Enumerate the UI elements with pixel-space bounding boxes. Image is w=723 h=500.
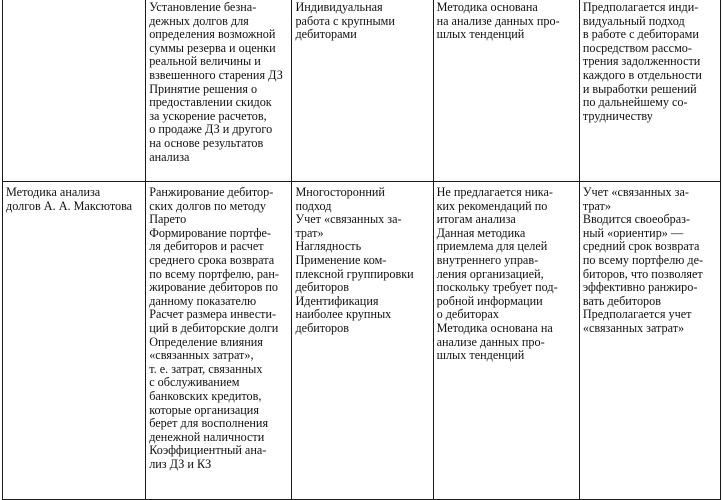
cell-text-line: предоставлении скидок	[149, 95, 272, 110]
table-cell-content	[146, 0, 292, 182]
cell-text-line: ный «ориентир» —	[582, 225, 684, 240]
cell-text-line: Ранжирование дебитор-	[149, 185, 274, 199]
cell-text-line: о дебиторах	[436, 307, 499, 322]
cell-text-line: анализе данных про-	[436, 334, 545, 349]
cell-text-line: по дальнейшему со-	[582, 95, 688, 110]
cell-text-line: Идентификация	[295, 293, 379, 308]
cell-text-line: на анализе данных про-	[436, 13, 560, 28]
cell-text-line: Методика анализа	[6, 185, 101, 199]
cell-text-line: Коэффициентный ана-	[149, 443, 267, 458]
cell-text-line: в работе с дебиторами	[582, 27, 699, 42]
cell-text-line: Применение ком-	[295, 252, 387, 267]
cell-text-line: Учет «связанных за-	[582, 185, 689, 199]
cell-text-line: Предполагается учет	[582, 307, 692, 322]
cell-text-line: трат»	[582, 198, 611, 213]
table-cell-content	[146, 182, 292, 500]
cell-text-line: т. е. затрат, связанных	[149, 361, 263, 376]
cell-text-line: трудничеству	[582, 108, 653, 123]
cell-text-line: Индивидуальная	[295, 0, 383, 14]
cell-text-line: Учет «связанных за-	[295, 212, 402, 227]
cell-text-line: Вводится своеобраз-	[582, 212, 691, 227]
cell-text-line: «связанных затрат»,	[149, 348, 254, 363]
cell-text-line: Определение влияния	[149, 334, 263, 349]
cell-text-line: на основе результатов	[149, 135, 264, 150]
cell-text-line: и выработки решений	[582, 81, 697, 96]
cell-text-line: поскольку требует под-	[436, 280, 558, 295]
cell-text-line: Методика основана на	[436, 320, 553, 335]
cell-text-line: которые организация	[149, 402, 259, 417]
cell-text-line: денежной наличности	[149, 429, 265, 444]
cell-text-line: лиз ДЗ и КЗ	[149, 456, 212, 471]
cell-text-line: анализа	[149, 149, 190, 164]
cell-text-line: ских долгов по методу	[149, 198, 266, 213]
cell-text-line: «связанных затрат»	[582, 320, 685, 335]
cell-text-line: дебиторов	[295, 320, 349, 335]
cell-text-line: приемлема для целей	[436, 239, 548, 254]
cell-text-line: взвешенного старения ДЗ	[149, 67, 283, 82]
cell-text-line: плексной группировки	[295, 266, 414, 281]
cell-text-line: берет для восполнения	[149, 416, 269, 431]
cell-text-line: дежных долгов для	[149, 13, 249, 28]
cell-text-line: по всему портфелю, ран-	[149, 266, 279, 281]
cell-text-line: Принятие решения о	[149, 81, 258, 96]
cell-text-line: Предполагается инди-	[582, 0, 699, 14]
cell-text-line: трат»	[295, 225, 324, 240]
table-row	[3, 182, 721, 500]
table-cell-method	[3, 182, 146, 500]
table-cell-disadvantages	[433, 182, 579, 500]
cell-text-line: Парето	[149, 212, 187, 227]
cell-text-line: среднего срока возврата	[149, 252, 275, 267]
cell-text-line: внутреннего управ-	[436, 252, 539, 267]
cell-text-line: ций в дебиторские долги	[149, 320, 279, 335]
cell-text-line: биторов, что позволяет	[582, 266, 703, 281]
cell-text-line: эффективно ранжиро-	[582, 280, 698, 295]
cell-text-line: реальной величины и	[149, 54, 261, 69]
cell-text-line: о продаже ДЗ и другого	[149, 122, 273, 137]
cell-text-line: определения возможной	[149, 27, 276, 42]
cell-text-line: по всему портфелю де-	[582, 252, 704, 267]
cell-text-line: жирование дебиторов по	[149, 280, 279, 295]
cell-text-line: дебиторов	[295, 280, 349, 295]
cell-text-line: ких рекомендаций по	[436, 198, 548, 213]
cell-text-line: Установление безна-	[149, 0, 257, 14]
cell-text-line: подход	[295, 198, 332, 213]
cell-text-line: дебиторами	[295, 27, 357, 42]
cell-text-line: видуальный подход	[582, 13, 685, 28]
cell-text-line: Многосторонний	[295, 185, 385, 199]
cell-text-line: Данная методика	[436, 225, 526, 240]
cell-text-line: суммы резерва и оценки	[149, 40, 276, 55]
cell-text-line: наиболее крупных	[295, 307, 392, 322]
cell-text-line: долгов А. А. Максютова	[6, 198, 133, 213]
cell-text-line: Формирование портфе-	[149, 225, 271, 240]
cell-text-line: Наглядность	[295, 239, 362, 254]
table-cell-features	[579, 182, 720, 500]
cell-text-line: данному показателю	[149, 293, 257, 308]
table-cell-advantages	[292, 0, 433, 182]
cell-text-line: Не предлагается ника-	[436, 185, 553, 199]
cell-text-line: ления организацией,	[436, 266, 544, 281]
cell-text-line: шлых тенденций	[436, 27, 525, 42]
cell-text-line: Методика основана	[436, 0, 538, 14]
cell-text-line: ля дебиторов и расчет	[149, 239, 264, 254]
table-row	[3, 0, 721, 182]
cell-text-line: за ускорение расчетов,	[149, 108, 267, 123]
cell-text-line: робной информации	[436, 293, 543, 308]
cell-text-line: Расчет размера инвести-	[149, 307, 277, 322]
cell-text-line: шлых тенденций	[436, 348, 525, 363]
cell-text-line: с обслуживанием	[149, 375, 240, 390]
cell-text-line: работа с крупными	[295, 13, 395, 28]
cell-text-line: итогам анализа	[436, 212, 516, 227]
cell-text-line: каждого в отдельности	[582, 67, 702, 82]
cell-text-line: средний срок возврата	[582, 239, 700, 254]
cell-text-line: вать дебиторов	[582, 293, 661, 308]
comparison-table	[2, 0, 721, 500]
cell-text-line: посредством рассмо-	[582, 40, 692, 55]
cell-text-line: банковских кредитов,	[149, 388, 262, 403]
table-cell-method	[3, 0, 146, 182]
table-cell-features	[579, 0, 720, 182]
table-cell-advantages	[292, 182, 433, 500]
table-cell-disadvantages	[433, 0, 579, 182]
cell-text-line: трения задолженности	[582, 54, 701, 69]
